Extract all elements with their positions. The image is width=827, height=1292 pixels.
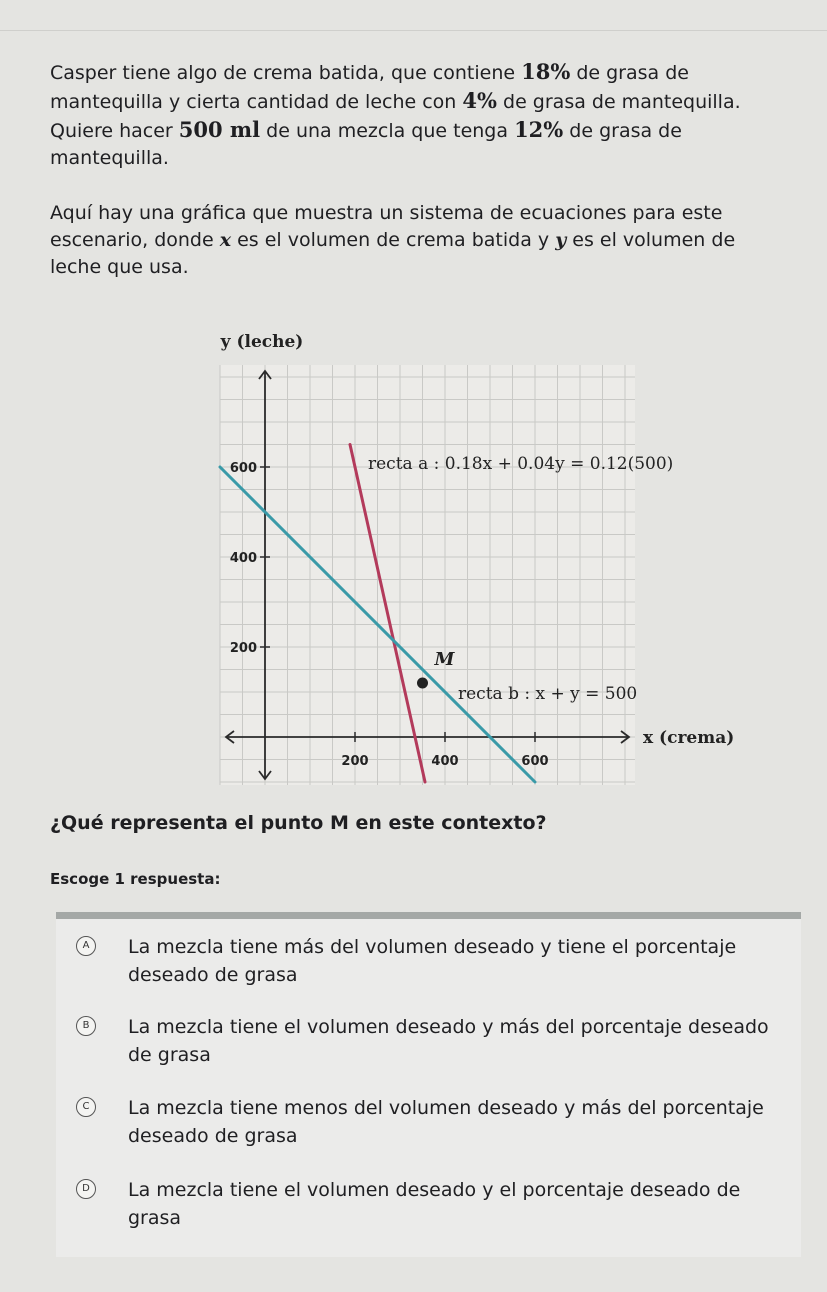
point-m <box>417 678 428 689</box>
text: es el volumen de crema batida y <box>231 229 556 251</box>
choice-letter-badge[interactable]: A <box>76 936 96 956</box>
point-m-label: M <box>434 649 455 670</box>
text: de grasa de mantequilla y cierta cantidad de leche con <box>50 62 689 113</box>
recta-b-label: recta b : x + y = 500 <box>458 684 638 704</box>
system-graph <box>200 325 760 795</box>
y-axis-label: y (leche) <box>220 332 304 352</box>
choice-letter-badge[interactable]: D <box>76 1179 96 1199</box>
text: de grasa de mantequilla. <box>50 120 682 169</box>
x-tick-label: 600 <box>521 754 549 769</box>
choice-text: La mezcla tiene más del volumen deseado y tiene el porcentaje deseado de grasa <box>128 936 737 986</box>
choices-divider <box>56 912 801 919</box>
choice-letter-badge[interactable]: B <box>76 1016 96 1036</box>
top-divider <box>0 30 827 31</box>
math: 500 ml <box>178 117 261 142</box>
text: de una mezcla que tenga <box>260 120 515 142</box>
x-tick-label: 200 <box>341 754 369 769</box>
choice-text: La mezcla tiene el volumen deseado y el porcentaje deseado de grasa <box>128 1179 741 1229</box>
text: Aquí hay una gráfica que muestra un sistema de ecuaciones para este escenario, donde <box>50 202 723 251</box>
problem-paragraph-2 <box>50 200 790 281</box>
question: ¿Qué representa el punto M en este contexto? <box>50 812 547 834</box>
text: de grasa de mantequilla. Quiere hacer <box>50 91 741 142</box>
problem-statement <box>50 58 790 309</box>
math-var: y <box>555 229 567 251</box>
y-tick-label: 600 <box>229 461 257 476</box>
x-tick-label: 400 <box>431 754 459 769</box>
choices-list <box>56 919 801 1257</box>
math-var: x <box>219 229 232 251</box>
math: 18% <box>521 59 571 84</box>
y-tick-label: 400 <box>229 551 257 566</box>
choice-text: La mezcla tiene el volumen deseado y más del porcentaje deseado de grasa <box>128 1016 769 1066</box>
choice-text: La mezcla tiene menos del volumen deseado y más del porcentaje deseado de grasa <box>128 1097 764 1147</box>
math: 4% <box>462 88 497 113</box>
text: es el volumen de leche que usa. <box>50 229 736 278</box>
recta-a-label: recta a : 0.18x + 0.04y = 0.12(500) <box>368 454 674 474</box>
choice-letter-badge[interactable]: C <box>76 1097 96 1117</box>
x-axis-label: x (crema) <box>643 728 735 748</box>
math: 12% <box>514 117 564 142</box>
problem-paragraph-1 <box>50 58 790 172</box>
instruction: Escoge 1 respuesta: <box>50 870 221 888</box>
y-tick-label: 200 <box>229 641 257 656</box>
text: Casper tiene algo de crema batida, que contiene <box>50 62 522 84</box>
plot-background <box>220 365 638 785</box>
